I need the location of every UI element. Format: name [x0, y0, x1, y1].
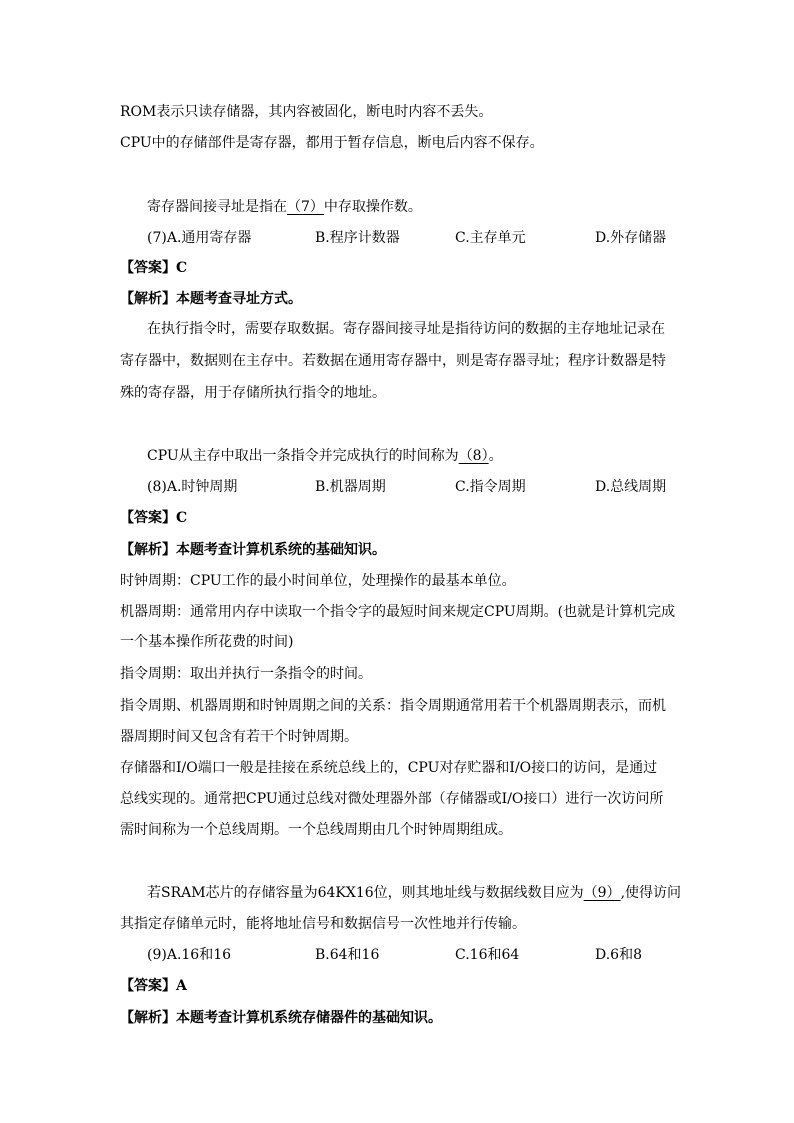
q9-analysis-title: 【解析】本题考查计算机系统存储器件的基础知识。 — [120, 1010, 442, 1026]
q9-stem-pre: 若SRAM芯片的存储容量为64KX16位，则其地址线与数据线数目应为 — [147, 885, 584, 901]
q8-option-a: (8)A.时钟周期 — [147, 479, 238, 495]
q8-answer: 【答案】C — [120, 510, 188, 526]
q7-stem-post: 中存取操作数。 — [323, 199, 422, 215]
q7-analysis-title: 【解析】本题考查寻址方式。 — [120, 291, 302, 307]
q8-option-c: C.指令周期 — [455, 479, 526, 495]
q9-stem-line1 — [147, 883, 681, 903]
q8-option-d: D.总线周期 — [595, 479, 667, 495]
q8-analysis-line: 器周期时间又包含有若干个时钟周期。 — [120, 729, 358, 745]
q8-analysis-line: 指令周期、机器周期和时钟周期之间的关系：指令周期通常用若干个机器周期表示，而机 — [120, 698, 666, 714]
q8-analysis-line: 存储器和I/O端口一般是挂接在系统总线上的，CPU对存贮器和I/O接口的访问，是通过 — [120, 760, 658, 776]
q8-analysis-line: 需时间称为一个总线周期。一个总线周期由几个时钟周期组成。 — [120, 822, 512, 838]
q9-blank: （9） — [583, 885, 621, 901]
q9-stem-post: ,使得访问 — [620, 885, 682, 901]
q7-stem — [147, 197, 422, 217]
q8-analysis-line: 一个基本操作所花费的时间) — [120, 634, 294, 650]
q9-option-d: D.6和8 — [595, 947, 642, 963]
q7-blank: （7） — [287, 199, 324, 215]
q8-analysis-line: 机器周期：通常用内存中读取一个指令字的最短时间来规定CPU周期。(也就是计算机完成 — [120, 604, 676, 620]
q7-option-b: B.程序计数器 — [315, 230, 400, 246]
q7-analysis-line: 在执行指令时，需要存取数据。寄存器间接寻址是指待访问的数据的主存地址记录在 — [147, 321, 665, 337]
q7-option-a: (7)A.通用寄存器 — [147, 230, 252, 246]
q8-analysis-title: 【解析】本题考查计算机系统的基础知识。 — [120, 542, 386, 558]
q7-analysis-line: 殊的寄存器，用于存储所执行指令的地址。 — [120, 385, 386, 401]
q7-answer: 【答案】C — [120, 260, 188, 276]
q8-option-b: B.机器周期 — [315, 479, 386, 495]
q8-stem — [147, 446, 503, 466]
q9-stem-line2: 其指定存储单元时，能将地址信号和数据信号一次性地并行传输。 — [120, 916, 526, 932]
q9-option-c: C.16和64 — [455, 947, 520, 963]
q8-stem-post: 。 — [488, 448, 503, 464]
q8-analysis-line: 指令周期：取出并执行一条指令的时间。 — [120, 666, 372, 682]
q7-stem-pre: 寄存器间接寻址是指在 — [147, 199, 287, 215]
q7-analysis-line: 寄存器中，数据则在主存中。若数据在通用寄存器中，则是寄存器寻址；程序计数器是特 — [120, 353, 666, 369]
q7-option-d: D.外存储器 — [595, 230, 667, 246]
q9-option-a: (9)A.16和16 — [147, 947, 232, 963]
q8-blank: （8） — [458, 448, 489, 464]
q9-option-b: B.64和16 — [315, 947, 380, 963]
intro-cpu-storage-text: CPU中的存储部件是寄存器，都用于暂存信息，断电后内容不保存。 — [120, 135, 544, 151]
q8-analysis-line: 总线实现的。通常把CPU通过总线对微处理器外部（存储器或I/O接口）进行一次访问所 — [120, 791, 664, 807]
q8-stem-pre: CPU从主存中取出一条指令并完成执行的时间称为 — [147, 448, 459, 464]
q9-answer: 【答案】A — [120, 978, 187, 994]
q7-option-c: C.主存单元 — [455, 230, 526, 246]
q8-analysis-line: 时钟周期：CPU工作的最小时间单位，处理操作的最基本单位。 — [120, 573, 516, 589]
intro-rom-text: ROM表示只读存储器，其内容被固化，断电时内容不丢失。 — [120, 104, 493, 120]
